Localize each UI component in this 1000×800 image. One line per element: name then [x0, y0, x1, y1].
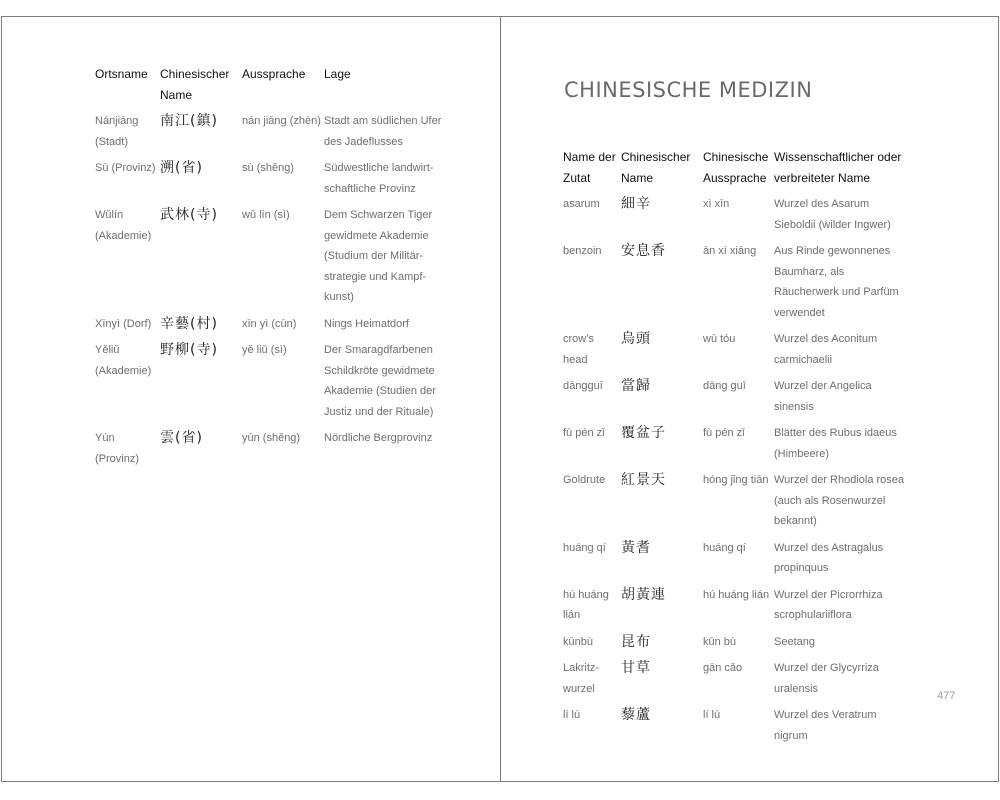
- ingredient-name: kūnbù: [563, 635, 593, 648]
- ingredient-scientific-name: Wurzel der Glycyrriza uralensis: [774, 662, 879, 695]
- ingredient-scientific-name: Wurzel des Asarum Sieboldii (wilder Ingwer): [774, 198, 891, 231]
- place-name: Wǔlín (Akademie): [95, 209, 152, 242]
- header-aussprache: Aussprache: [242, 67, 306, 81]
- place-pronunciation: sù (shěng): [242, 162, 294, 174]
- ingredient-name: asarum: [563, 198, 600, 210]
- place-chinese: 南江(鎮): [160, 113, 218, 129]
- page-gutter: [500, 16, 501, 782]
- ingredient-chinese: 胡黃連: [621, 586, 666, 603]
- section-title: CHINESISCHE MEDIZIN: [564, 78, 813, 102]
- place-location: Südwestliche landwirt-schaftliche Provinz: [324, 162, 434, 195]
- ingredient-scientific-name: Wurzel des Veratrum nigrum: [774, 709, 877, 742]
- medicine-table: [563, 147, 909, 752]
- ingredient-chinese: 紅景天: [621, 472, 666, 488]
- place-chinese: 雲(省): [160, 430, 203, 446]
- ingredient-name: hú huáng lián: [563, 588, 609, 621]
- ingredient-scientific-name: Wurzel des Aconitum carmichaelii: [774, 333, 878, 366]
- place-location: Nings Heimatdorf: [324, 317, 409, 330]
- place-name: Nánjiāng (Stadt): [95, 115, 139, 148]
- ingredient-scientific-name: Wurzel der Picrorrhiza scrophulariiflora: [774, 588, 883, 621]
- place-pronunciation: yún (shěng): [242, 432, 301, 444]
- ingredient-chinese: 昆布: [621, 633, 651, 650]
- header-chinesischer-name: Chinesischer Name: [621, 150, 691, 185]
- header-chinesischer-name: Chinesischer Name: [160, 67, 230, 102]
- table-row: [95, 111, 449, 158]
- ingredient-scientific-name: Wurzel der Rhodiola rosea (auch als Rosenwurzel bekannt): [774, 474, 905, 527]
- table-row: [563, 632, 909, 659]
- table-row: [563, 705, 909, 752]
- place-chinese: 野柳(寺): [160, 342, 218, 358]
- table-row: [95, 158, 449, 205]
- table-row: [563, 376, 909, 423]
- page-number: 477: [937, 690, 956, 702]
- place-name: Yún (Provinz): [95, 432, 140, 465]
- place-chinese: 武林(寺): [160, 207, 218, 223]
- ingredient-name: lí lú: [563, 709, 581, 721]
- ingredient-pronunciation: hú huáng lián: [703, 588, 770, 601]
- header-ortsname: Ortsname: [95, 67, 148, 81]
- ingredient-scientific-name: Seetang: [774, 635, 815, 648]
- table-row: [95, 340, 449, 428]
- table-row: [563, 194, 909, 241]
- table-row: [563, 241, 909, 329]
- ingredient-pronunciation: wū tóu: [703, 333, 736, 345]
- ingredient-pronunciation: kūn bù: [703, 635, 737, 648]
- place-pronunciation: xīn yì (cūn): [242, 317, 297, 330]
- table-header-row: [563, 147, 909, 194]
- ingredient-pronunciation: fù pén zǐ: [703, 427, 745, 439]
- table-row: [563, 658, 909, 705]
- ingredient-name: fù pén zǐ: [563, 427, 605, 439]
- ingredient-name: benzoin: [563, 245, 602, 257]
- place-names-table: [95, 64, 449, 475]
- place-location: Der Smaragdfarbenen Schildkröte gewidmete Akademie (Studien der Justiz und der Rituale): [324, 344, 436, 418]
- table-row: [563, 538, 909, 585]
- table-row: [95, 314, 449, 341]
- ingredient-scientific-name: Aus Rinde gewonnenes Baumharz, als Räucherwerk und Parfüm verwendet: [774, 245, 899, 319]
- ingredient-chinese: 當歸: [621, 378, 651, 394]
- ingredient-scientific-name: Wurzel der Angelica sinensis: [774, 380, 872, 413]
- ingredient-pronunciation: lí lú: [703, 709, 721, 721]
- ingredient-chinese: 黃耆: [621, 539, 651, 556]
- place-location: Nördliche Bergprovinz: [324, 432, 433, 444]
- table-row: [563, 470, 909, 538]
- place-name: Xīnyì (Dorf): [95, 317, 152, 330]
- ingredient-name: crow’s head: [563, 333, 594, 366]
- ingredient-pronunciation: huáng qí: [703, 541, 746, 554]
- ingredient-pronunciation: xì xīn: [703, 198, 730, 210]
- table-row: [563, 423, 909, 470]
- ingredient-pronunciation: dāng guī: [703, 380, 746, 392]
- place-chinese: 溯(省): [160, 160, 203, 176]
- header-wissenschaftlicher-name: Wissenschaftlicher oder verbreiteter Name: [774, 150, 902, 185]
- header-chinesische-aussprache: Chinesische Aussprache: [703, 150, 769, 185]
- table-row: [563, 585, 909, 632]
- ingredient-chinese: 覆盆子: [621, 425, 666, 441]
- place-name: Sù (Provinz): [95, 162, 156, 174]
- ingredient-chinese: 藜蘆: [621, 707, 651, 723]
- ingredient-scientific-name: Wurzel des Astragalus propinquus: [774, 541, 884, 574]
- table-row: [95, 205, 449, 314]
- header-lage: Lage: [324, 67, 351, 81]
- place-name: Yěliǔ (Akademie): [95, 344, 152, 377]
- ingredient-name: huáng qí: [563, 541, 606, 554]
- ingredient-chinese: 安息香: [621, 243, 666, 259]
- place-location: Dem Schwarzen Tiger gewidmete Akademie (Studium der Militär-strategie und Kampf-kunst): [324, 209, 433, 303]
- ingredient-name: Goldrute: [563, 474, 606, 486]
- table-row: [95, 428, 449, 475]
- ingredient-pronunciation: hóng jǐng tiān: [703, 474, 769, 486]
- table-header-row: [95, 64, 449, 111]
- ingredient-pronunciation: ān xí xiāng: [703, 245, 757, 257]
- ingredient-pronunciation: gān cǎo: [703, 662, 743, 674]
- ingredient-chinese: 細辛: [621, 196, 651, 212]
- place-pronunciation: yě liǔ (sì): [242, 344, 287, 356]
- header-name-der-zutat: Name der Zutat: [563, 150, 616, 185]
- ingredient-chinese: 烏頭: [621, 331, 651, 347]
- ingredient-name: Lakritz-wurzel: [563, 662, 600, 695]
- place-pronunciation: nán jiāng (zhèn): [242, 115, 321, 127]
- place-chinese: 辛藝(村): [160, 315, 218, 332]
- ingredient-chinese: 甘草: [621, 660, 651, 676]
- table-row: [563, 329, 909, 376]
- ingredient-name: dāngguī: [563, 380, 603, 392]
- place-location: Stadt am südlichen Ufer des Jadeflusses: [324, 115, 442, 148]
- ingredient-scientific-name: Blätter des Rubus idaeus (Himbeere): [774, 427, 897, 460]
- place-pronunciation: wǔ lín (sì): [242, 209, 290, 221]
